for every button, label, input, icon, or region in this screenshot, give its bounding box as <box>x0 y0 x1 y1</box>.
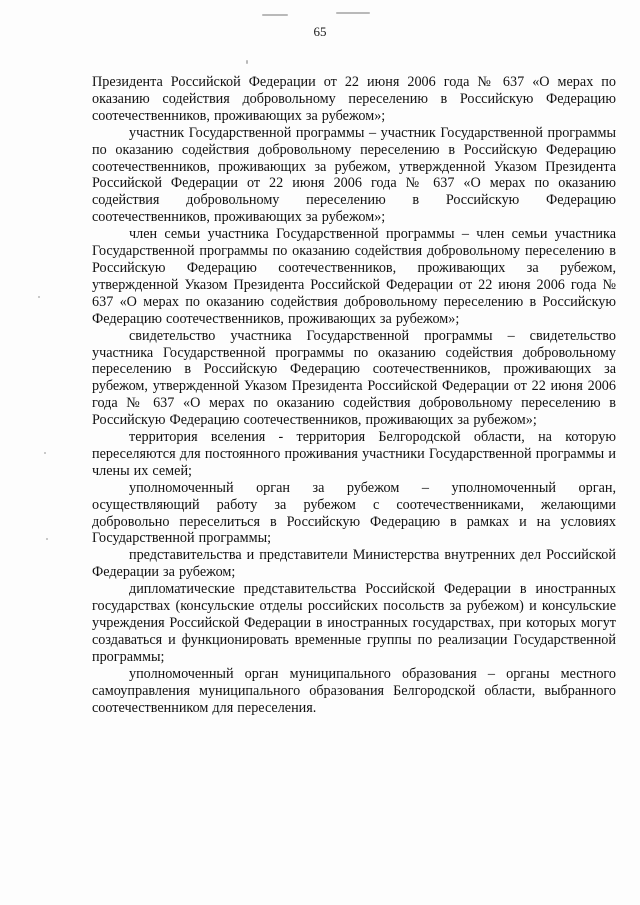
document-body <box>92 74 616 716</box>
paragraph-settlement-territory: территория вселения - территория Белгородской области, на которую переселяются для постоянного проживания участники Государственной программы и члены их семей; <box>92 429 616 479</box>
scan-speck <box>38 296 40 298</box>
paragraph-municipal-authority: уполномоченный орган муниципального образования – органы местного самоуправления муниципального образования Белгородской области, выбранного соотечественником для переселения. <box>92 665 616 716</box>
paragraph-authorized-body-abroad: уполномоченный орган за рубежом – уполномоченный орган, осуществляющий работу за рубежом с соотечественниками, желающими добровольно переселиться в Российскую Федерацию в рамках и на условиях Государственной программы; <box>92 479 616 547</box>
paragraph-program-participant: участник Государственной программы – участник Государственной программы по оказанию содействия добровольному переселению в Российскую Федерацию соотечественников, проживающих за рубежом, утвержденной Указом Президента Российской Федерации от 22 июня 2006 года № 637 «О мерах по оказанию содействия добровольному переселению в Российскую Федерацию соотечественников, проживающих за рубежом»; <box>92 124 616 226</box>
paragraph-participant-certificate: свидетельство участника Государственной программы – свидетельство участника Государственной программы по оказанию содействия добровольному переселению в Российскую Федерацию соотечественников, проживающих за рубежом, утвержденной Указом Президента Российской Федерации от 22 июня 2006 года № 637 «О мерах по оказанию содействия добровольному переселению в Российскую Федерацию соотечественников, проживающих за рубежом»; <box>92 327 616 429</box>
scan-speck <box>336 12 370 14</box>
paragraph-family-member: член семьи участника Государственной программы – член семьи участника Государственной программы по оказанию содействия добровольному переселению в Российскую Федерацию соотечественников, проживающих за рубежом, утвержденной Указом Президента Российской Федерации от 22 июня 2006 года № 637 «О мерах по оказанию содействия добровольному переселению в Российскую Федерацию соотечественников, проживающих за рубежом»; <box>92 226 616 327</box>
scan-speck <box>44 452 46 454</box>
paragraph-decree-reference: Президента Российской Федерации от 22 июня 2006 года № 637 «О мерах по оказанию содействия добровольному переселению в Российскую Федерацию соотечественников, проживающих за рубежом»; <box>92 74 616 124</box>
paragraph-interior-ministry-representatives: представительства и представители Министерства внутренних дел Российской Федерации за рубежом; <box>92 547 616 581</box>
scan-speck <box>262 14 288 16</box>
scan-speck <box>246 60 248 64</box>
page-number: 65 <box>313 24 327 39</box>
paragraph-diplomatic-missions: дипломатические представительства Российской Федерации в иностранных государствах (консульские отделы российских посольств за рубежом) и консульские учреждения Российской Федерации в иностранных государствах, при которых могут создаваться и функционировать временные группы по реализации Государственной программы; <box>92 581 616 665</box>
scan-speck <box>46 538 48 540</box>
